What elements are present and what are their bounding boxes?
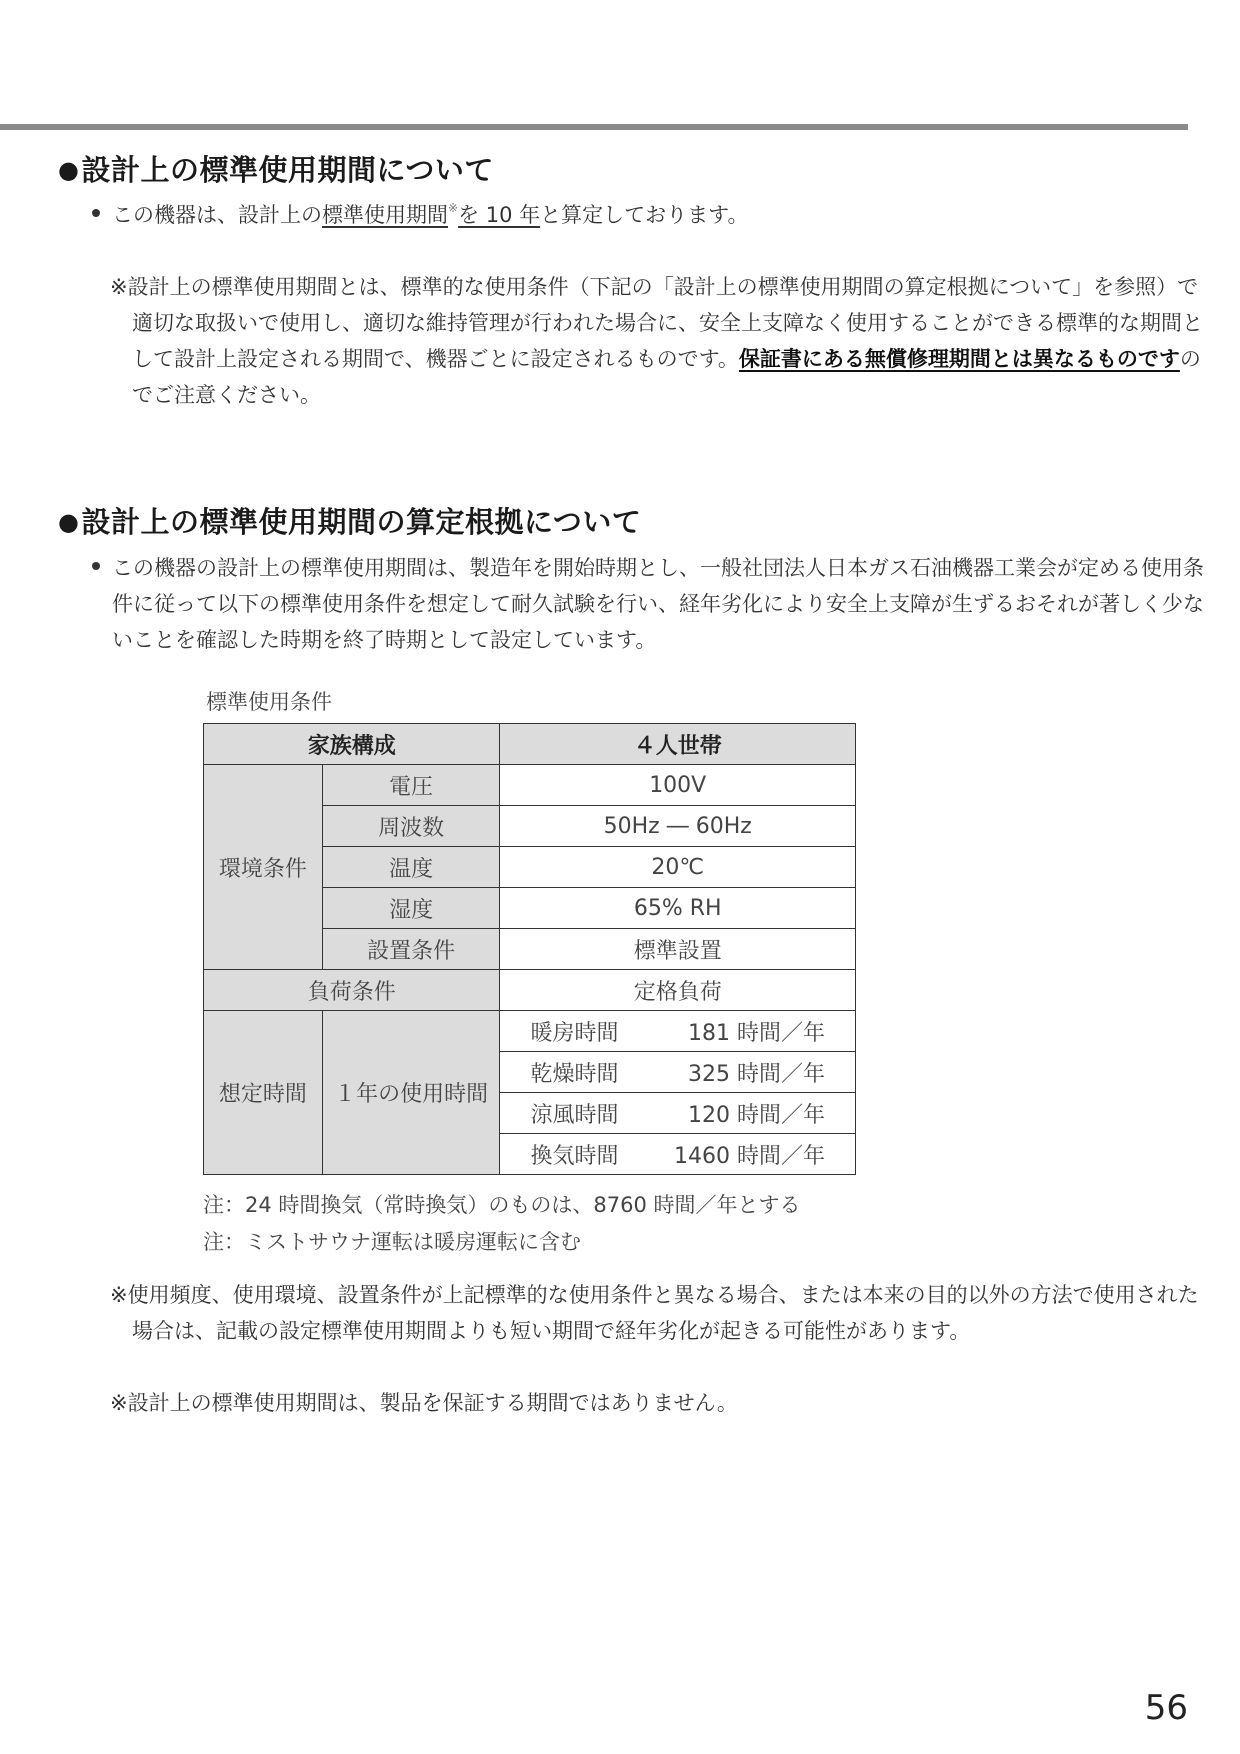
table-caption: 標準使用条件: [206, 690, 332, 714]
env-row-value: 100V: [500, 765, 856, 806]
footnote: ※設計上の標準使用期間は、製品を保証する期間ではありません。: [110, 1391, 738, 1415]
bullet-dot-icon: [92, 562, 100, 570]
usage-mode: 涼風時間: [530, 1102, 619, 1128]
usage-row: [500, 1052, 856, 1093]
warranty-emphasis: 保証書にある無償修理期間とは異なるものです: [738, 347, 1180, 371]
section1-note: ※設計上の標準使用期間とは、標準的な使用条件（下記の「設計上の標準使用期間の算定根拠について」を参照）で適切な取扱いで使用し、適切な維持管理が行われた場合に、安全上支障なく使用することができる標準的な期間として設計上設定される期間で、機器ごとに設定されるものです。保証書にある無償修理期間とは異なるものですのでご注意ください。: [110, 275, 1203, 407]
load-label: 負荷条件: [204, 970, 500, 1011]
section2-bullet: この機器の設計上の標準使用期間は、製造年を開始時期とし、一般社団法人日本ガス石油機器工業会が定める使用条件に従って以下の標準使用条件を想定して耐久試験を行い、経年劣化により安全上支障が生ずるおそれが著しく少ないことを確認した時期を終了時期として設定しています。: [92, 550, 1210, 658]
top-divider: [0, 124, 1188, 130]
bullet-dot-icon: [92, 209, 100, 217]
env-row-label: 電圧: [322, 765, 500, 806]
table-row: [204, 724, 856, 765]
standard-period-term: 標準使用期間: [322, 203, 448, 227]
table-row: [204, 765, 856, 806]
section1-bullet: この機器は、設計上の標準使用期間※を 10 年と算定しております。: [92, 199, 748, 229]
section2-heading: ●設計上の標準使用期間の算定根拠について: [58, 505, 642, 539]
family-value: ４人世帯: [500, 724, 856, 765]
usage-row: [500, 1093, 856, 1134]
standard-conditions-table: [203, 723, 856, 1175]
usage-hours: 120 時間／年: [688, 1102, 825, 1128]
table-row: [204, 1011, 856, 1052]
usage-mode: 暖房時間: [530, 1020, 619, 1046]
time-sublabel: １年の使用時間: [322, 1011, 500, 1175]
env-row-label: 湿度: [322, 888, 500, 929]
table-row: [204, 970, 856, 1011]
usage-row: [500, 1011, 856, 1052]
heading-bullet-icon: ●: [58, 508, 80, 536]
env-row-value: 50Hz ― 60Hz: [500, 806, 856, 847]
usage-hours: 181 時間／年: [688, 1020, 825, 1046]
footnote: ※使用頻度、使用環境、設置条件が上記標準的な使用条件と異なる場合、または本来の目的以外の方法で使用された場合は、記載の設定標準使用期間よりも短い期間で経年劣化が起きる可能性があります。: [110, 1283, 1199, 1343]
env-row-value: 20℃: [500, 847, 856, 888]
env-row-value: 標準設置: [500, 929, 856, 970]
footnote-mark: ※: [448, 201, 459, 215]
load-value: 定格負荷: [500, 970, 856, 1011]
usage-mode: 乾燥時間: [530, 1061, 619, 1087]
table-note: 注：24 時間換気（常時換気）のものは、8760 時間／年とする: [203, 1193, 801, 1217]
usage-hours: 1460 時間／年: [674, 1143, 825, 1169]
page-number: 56: [1144, 1688, 1188, 1728]
env-row-label: 周波数: [322, 806, 500, 847]
env-row-label: 設置条件: [322, 929, 500, 970]
environment-label: 環境条件: [204, 765, 323, 970]
usage-hours: 325 時間／年: [688, 1061, 825, 1087]
env-row-value: 65% RH: [500, 888, 856, 929]
usage-mode: 換気時間: [530, 1143, 619, 1169]
section1-heading: ●設計上の標準使用期間について: [58, 153, 494, 187]
usage-row: [500, 1134, 856, 1175]
time-label: 想定時間: [204, 1011, 323, 1175]
standard-period-value: を 10 年: [458, 203, 541, 227]
table-note: 注：ミストサウナ運転は暖房運転に含む: [203, 1230, 581, 1254]
family-label: 家族構成: [204, 724, 500, 765]
heading-bullet-icon: ●: [58, 156, 80, 184]
env-row-label: 温度: [322, 847, 500, 888]
